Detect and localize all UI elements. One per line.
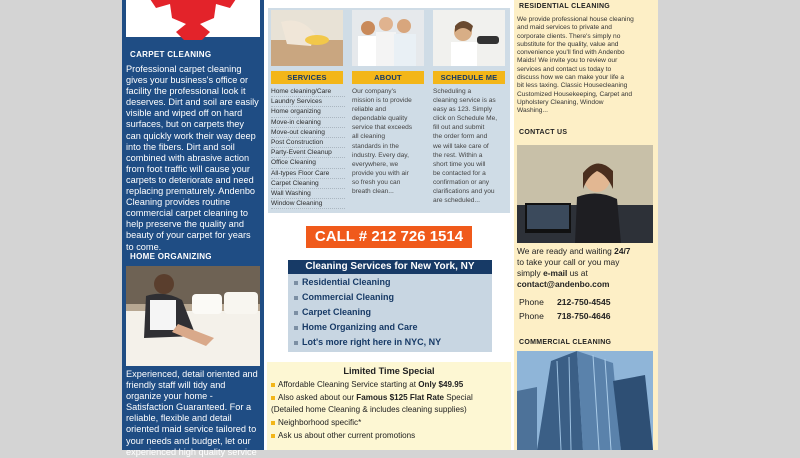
limited-title: Limited Time Special xyxy=(343,366,435,376)
special-details: (Detailed home Cleaning & includes cleaning supplies) xyxy=(271,405,467,414)
service-link[interactable]: Party-Event Cleanup xyxy=(271,148,345,158)
service-link[interactable]: Post Construction xyxy=(271,138,345,148)
phone-call-photo xyxy=(433,10,505,66)
commercial-cleaning-heading: COMMERCIAL CLEANING xyxy=(519,339,612,346)
limited-time-special xyxy=(267,362,511,450)
support-agent-photo xyxy=(517,145,653,243)
bullet-icon xyxy=(294,311,298,315)
carpet-cleaning-text: Professional carpet cleaning gives your business's office or facility the professional look it deserves. Dirt and soil are easily visible and wiped off on hard surfaces, but on carpets they can quickly work their way deep into the fibers. Dirt and soil combined with abrasive action from foot traffic will cause your carpets to deteriorate and need replacing prematurely. Andenbo Cleaning provides routine commercial carpet cleaning to help preserve the quality and beauty of your carpet for years to come. xyxy=(126,64,259,252)
cleaning-services-title: Cleaning Services for New York, NY xyxy=(288,260,492,274)
contact-ready-text: We are ready and waiting 24/7 to take your call or you may simply e-mail us at contact@andenbo.com xyxy=(517,246,631,289)
special-other-promotions: Ask us about other current promotions xyxy=(271,431,511,440)
schedule-box xyxy=(430,8,510,213)
service-link[interactable]: Wall Washing xyxy=(271,189,345,199)
tab-about[interactable]: ABOUT xyxy=(352,71,424,84)
call-phone-banner[interactable]: CALL # 212 726 1514 xyxy=(306,226,472,248)
residential-cleaning-text: We provide professional house cleaning and maid services to private and corporate clients. There's simply no substitute for the quality, value and convenience you'll find with Andenbo Maids! We invite you to review our services and contact us today to discuss how we can make your life a bit less taxing. Classic Housecleaning Customized Housekeeping, Carpet and Upholstery Cleaning, Window Washing... xyxy=(517,16,634,115)
service-link[interactable]: Move-in cleaning xyxy=(271,118,345,128)
tab-schedule-me[interactable]: SCHEDULE ME xyxy=(433,71,505,84)
left-column xyxy=(122,0,264,457)
bullet-icon xyxy=(294,281,298,285)
middle-column xyxy=(268,0,510,450)
phone-number-1[interactable]: 212-750-4545 xyxy=(557,297,611,307)
service-link[interactable]: Home organizing xyxy=(271,107,345,117)
bullet-icon xyxy=(271,396,275,400)
right-column xyxy=(514,0,658,450)
services-box xyxy=(268,8,348,213)
service-link[interactable]: Home cleaning/Care xyxy=(271,87,345,97)
residential-cleaning-heading: RESIDENTIAL CLEANING xyxy=(519,3,611,10)
team-photo xyxy=(352,10,424,66)
cleaning-link-residential[interactable]: Residential Cleaning xyxy=(294,275,490,289)
bullet-icon xyxy=(271,383,275,387)
about-box xyxy=(349,8,429,213)
services-list xyxy=(271,87,345,209)
email-link[interactable]: contact@andenbo.com xyxy=(517,279,610,289)
schedule-text: Scheduling a cleaning service is as easy as 123. Simply click on Schedule Me, fill out and submit the order form and we will take care of the rest. Within a short time you will be contacted for a confirmation or any clarifications and you are scheduled... xyxy=(433,88,498,205)
bullet-icon xyxy=(294,296,298,300)
bullet-icon xyxy=(294,326,298,330)
office-building-photo xyxy=(517,351,653,450)
phone-number-2[interactable]: 718-750-4646 xyxy=(557,311,611,321)
cleaning-link-more-nyc[interactable]: Lot's more right here in NYC, NY xyxy=(294,335,490,349)
cleaning-link-carpet[interactable]: Carpet Cleaning xyxy=(294,305,490,319)
bullet-icon xyxy=(271,434,275,438)
service-link[interactable]: Office Cleaning xyxy=(271,158,345,168)
home-organizing-text: Experienced, detail oriented and friendly staff will tidy and organize your home - Satisfaction Guaranteed. For a reliable, flexible and detail oriented maid service tailored to your needs and budget, let our experienced high quality service xyxy=(126,369,258,457)
tab-services[interactable]: SERVICES xyxy=(271,71,343,84)
carpet-cleaning-heading: CARPET CLEANING xyxy=(130,50,212,59)
special-affordable: Affordable Cleaning Service starting at Only $49.95 xyxy=(271,380,511,389)
service-link[interactable]: Window Cleaning xyxy=(271,199,345,209)
special-flat-rate: Also asked about our Famous $125 Flat Rate Special xyxy=(271,393,511,402)
starburst-badge xyxy=(126,0,260,37)
bullet-icon xyxy=(271,421,275,425)
cleaning-services-box xyxy=(288,260,492,352)
phone-row-2: Phone 718-750-4646 xyxy=(519,311,611,321)
contact-us-heading: CONTACT US xyxy=(519,129,568,136)
feature-boxes xyxy=(268,8,510,213)
phone-row-1: Phone 212-750-4545 xyxy=(519,297,611,307)
maid-making-bed-photo xyxy=(126,266,260,366)
service-link[interactable]: Move-out cleaning xyxy=(271,128,345,138)
service-link[interactable]: Laundry Services xyxy=(271,97,345,107)
special-neighborhood: Neighborhood specific* xyxy=(271,418,511,427)
bullet-icon xyxy=(294,341,298,345)
page xyxy=(122,0,658,457)
floor-cleaning-photo xyxy=(271,10,343,66)
cleaning-link-commercial[interactable]: Commercial Cleaning xyxy=(294,290,490,304)
home-organizing-heading: HOME ORGANIZING xyxy=(130,252,212,261)
service-link[interactable]: Carpet Cleaning xyxy=(271,179,345,189)
cleaning-link-home-organizing[interactable]: Home Organizing and Care xyxy=(294,320,490,334)
about-text: Our company's mission is to provide reliable and dependable quality service that exceeds all cleaning standards in the industry. Every day, everywhere, we provide you with air so fresh you can breath clean... xyxy=(352,88,413,196)
service-link[interactable]: All-types Floor Care xyxy=(271,169,345,179)
